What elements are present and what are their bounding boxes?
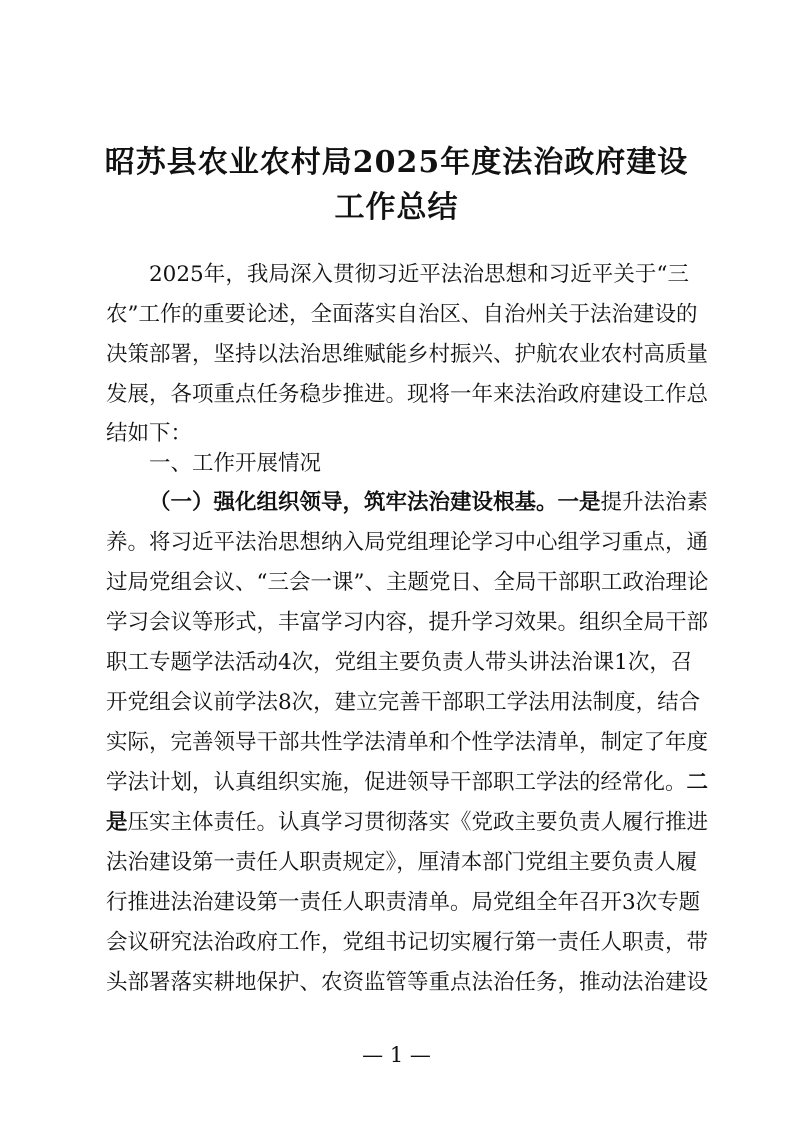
document-title-line-2: 工作总结 (334, 190, 459, 225)
body-line-with-marker (106, 765, 709, 799)
body-line-with-marker (106, 805, 709, 839)
intro-line-3: 决策部署，坚持以法治思维赋能乡村振兴、护航农业农村高质量 (106, 342, 709, 367)
body-line: 实际，完善领导干部共性学法清单和个性学法清单，制定了年度 (106, 730, 709, 755)
section-heading: 一、工作开展情况 (149, 451, 322, 476)
subsection-heading: （一）强化组织领导，筑牢法治建设根基。 (149, 490, 558, 515)
first-line-rest: 提升法治素 (600, 490, 709, 515)
point-marker-1: 一是 (557, 490, 601, 515)
body-line: 会议研究法治政府工作，党组书记切实履行第一责任人职责，带 (106, 930, 709, 955)
document-title-line-1: 昭苏县农业农村局2025年度法治政府建设 (104, 145, 689, 180)
body-line: 头部署落实耕地保护、农资监管等重点法治任务，推动法治建设 (106, 970, 709, 995)
body-line: 开党组会议前学法8次，建立完善干部职工学法用法制度，结合 (106, 690, 701, 715)
body-line: 过局党组会议、“三会一课”、主题党日、全局干部职工政治理论 (106, 570, 709, 595)
point-marker-2-end: 是 (106, 810, 128, 835)
body-line: 养。将习近平法治思想纳入局党组理论学习中心组学习重点，通 (106, 530, 709, 555)
body-line: 学习会议等形式，丰富学习内容，提升学习效果。组织全局干部 (106, 610, 709, 635)
intro-line-4: 发展，各项重点任务稳步推进。现将一年来法治政府建设工作总 (106, 382, 709, 407)
body-text: 学法计划，认真组织实施，促进领导干部职工学法的经常化。 (106, 770, 687, 795)
intro-line-1: 2025年，我局深入贯彻习近平法治思想和习近平关于“三 (149, 262, 689, 287)
body-text: 压实主体责任。认真学习贯彻落实《党政主要负责人履行推进 (127, 810, 709, 835)
intro-line-2: 农”工作的重要论述，全面落实自治区、自治州关于法治建设的 (106, 302, 698, 327)
page-number: — 1 — (362, 1043, 431, 1067)
intro-line-5: 结如下： (106, 421, 193, 446)
point-marker-2-start: 二 (686, 770, 709, 795)
body-line: 职工专题学法活动4次，党组主要负责人带头讲法治课1次，召 (106, 650, 693, 675)
subsection-first-line (149, 485, 709, 519)
body-line: 行推进法治建设第一责任人职责清单。局党组全年召开3次专题 (106, 890, 701, 915)
body-line: 法治建设第一责任人职责规定》，厘清本部门党组主要负责人履 (106, 850, 698, 875)
